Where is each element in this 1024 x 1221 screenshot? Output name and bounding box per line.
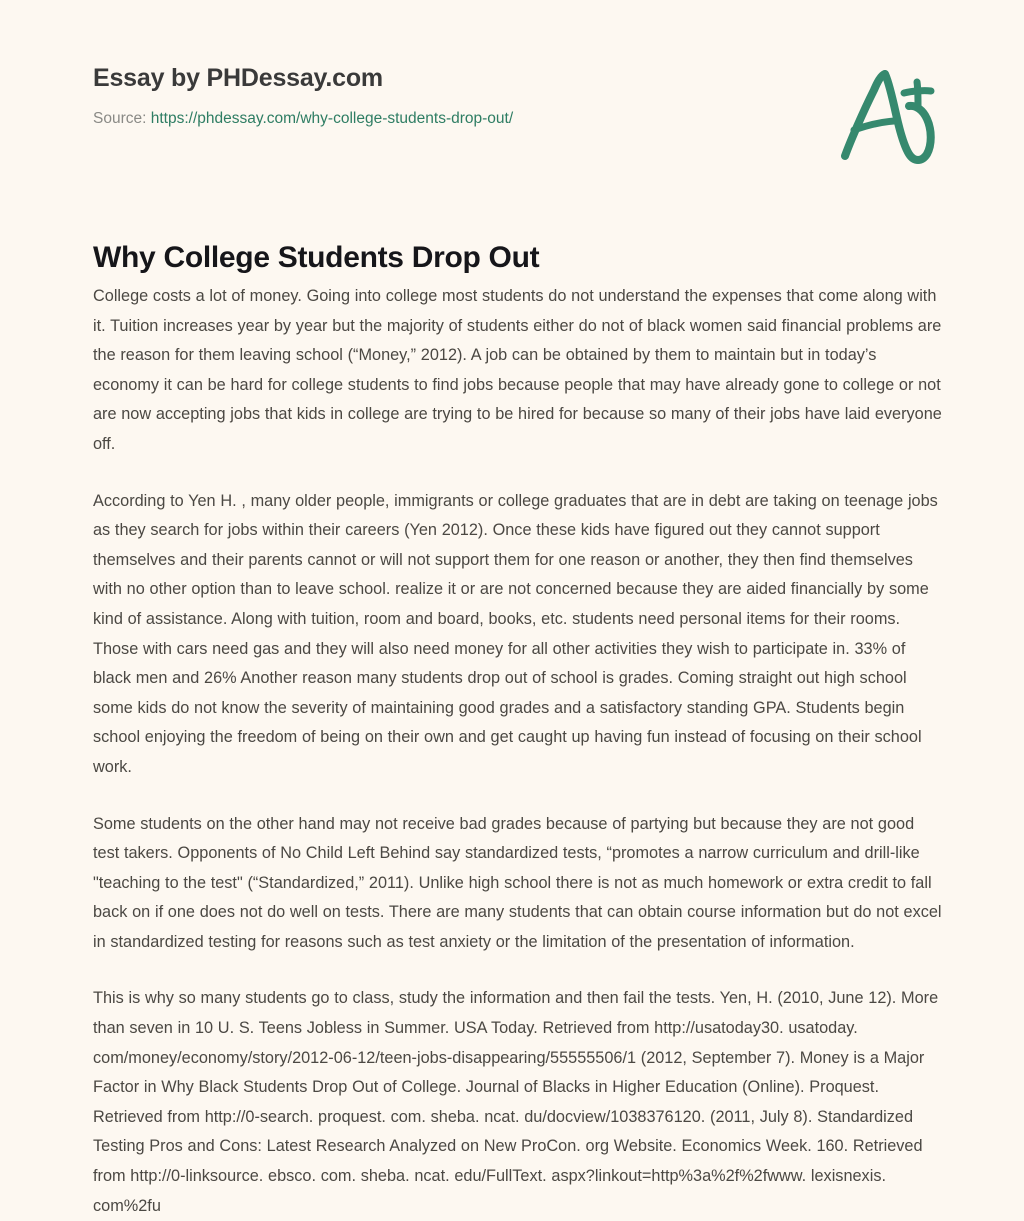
source-label: Source: <box>93 110 147 127</box>
essay-paragraph: According to Yen H. , many older people, immigrants or college graduates that are in debt are taking on teenage jobs as they search for jobs within their careers (Yen 2012). Once these kids have figured out they cannot support themselves and their parents cannot or will not support them for one reason or another, they then find themselves with no other option than to leave school. realize it or are not concerned because they are aided financially by some kind of assistance. Along with tuition, room and board, books, etc. students need personal items for their rooms. Those with cars need gas and they will also need money for all other activities they wish to participate in. 33% of black men and 26% Another reason many students drop out of school is grades. Coming straight out high school some kids do not know the severity of maintaining good grades and a satisfactory standing GPA. Students begin school enjoying the freedom of being on their own and get caught up having fun instead of focusing on their school work. <box>93 491 938 776</box>
essay-paragraph: Some students on the other hand may not receive bad grades because of partying but because they are not good test takers. Opponents of No Child Left Behind say standardized tests, “promotes a narrow curriculum and drill-like "teaching to the test" (“Standardized,” 2011). Unlike high school there is not as much homework or extra credit to fall back on if one does not do well on tests. There are many students that can obtain course information but do not excel in standardized testing for reasons such as test anxiety or the limitation of the presentation of information. <box>93 814 942 951</box>
page-title: Why College Students Drop Out <box>93 241 540 275</box>
essay-paragraph: This is why so many students go to class, study the information and then fail the tests. Yen, H. (2010, June 12). More than seven in 10 U. S. Teens Jobless in Summer. USA Today. Retrieved from http://usatoday30. usatoday. com/money/economy/story/2012-06-12/teen-jobs-disappearing/55555506/1 (2012, September 7). Money is a Major Factor in Why Black Students Drop Out of College. Journal of Blacks in Higher Education (Online). Proquest. Retrieved from http://0-search. proquest. com. sheba. ncat. du/docview/1038376120. (2011, July 8). Standardized Testing Pros and Cons: Latest Research Analyzed on New ProCon. org Website. Economics Week. 160. Retrieved from http://0-linksource. ebsco. com. sheba. ncat. edu/FullText. aspx?linkout=http%3a%2f%2fwww. lexisnexis. com%2fu <box>93 989 939 1215</box>
essay-body <box>93 282 945 1221</box>
source-url-link[interactable]: https://phdessay.com/why-college-students-drop-out/ <box>150 110 514 127</box>
source-line <box>93 108 953 130</box>
page-header <box>93 62 953 130</box>
aplus-logo <box>832 62 942 167</box>
brand-title: Essay by PHDessay.com <box>93 64 383 92</box>
essay-paragraph: College costs a lot of money. Going into college most students do not understand the expenses that come along with it. Tuition increases year by year but the majority of students either do not of black women said financial problems are the reason for them leaving school (“Money,” 2012). A job can be obtained by them to maintain but in today’s economy it can be hard for college students to find jobs because people that may have already gone to college or not are now accepting jobs that kids in college are trying to be hired for because so many of their jobs have laid everyone off. <box>93 287 942 453</box>
aplus-logo-icon <box>832 62 942 167</box>
